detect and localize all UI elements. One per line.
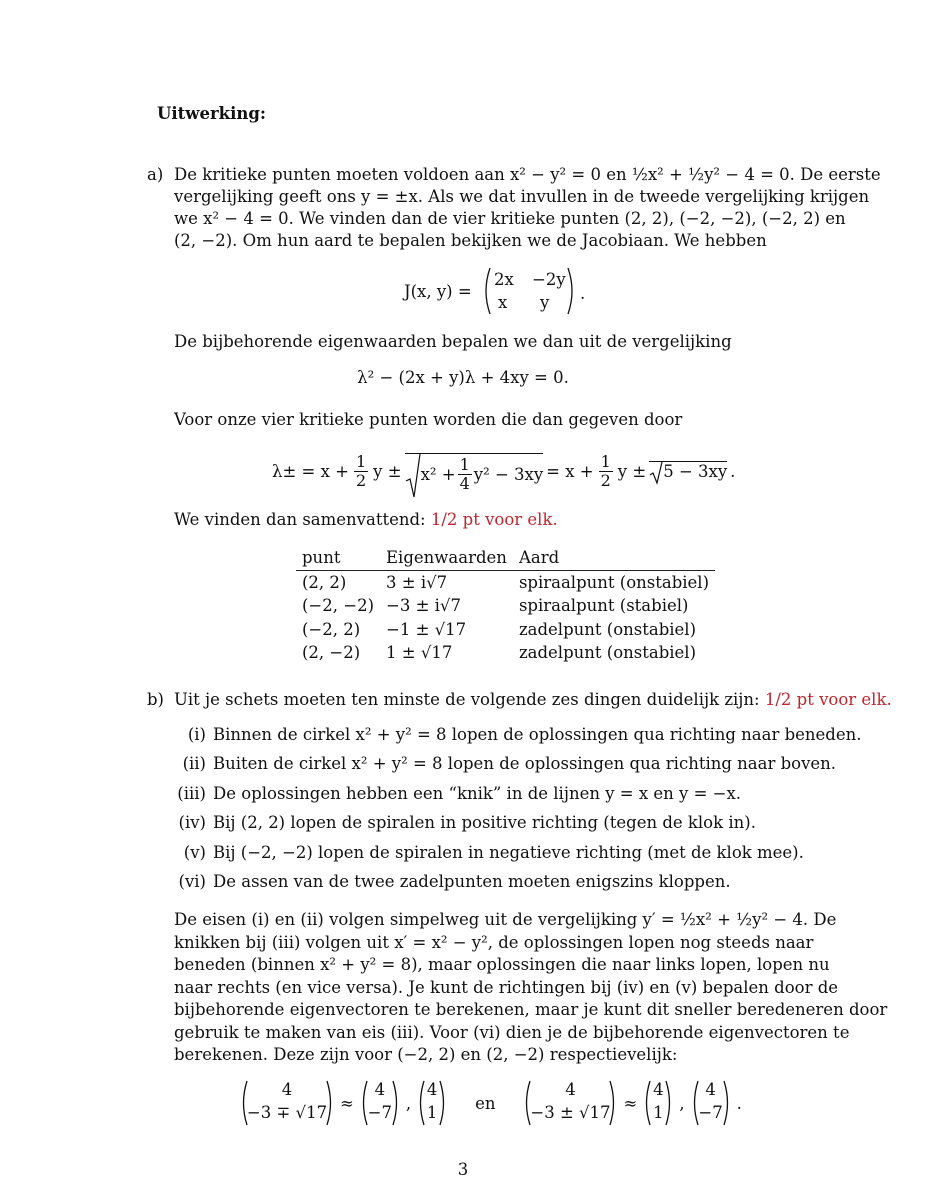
sqrt-radicand-2 (649, 461, 727, 481)
part-b-intro-points: 1/2 pt voor elk. (764, 690, 892, 709)
summary-points: 1/2 pt voor elk. (430, 510, 558, 529)
part-a-para2: De bijbehorende eigenwaarden bepalen we dan uit de vergelijking (174, 332, 732, 351)
table-row (296, 618, 715, 642)
table-cell: zadelpunt (onstabiel) (518, 643, 697, 662)
part-a-para1-line4: (2, −2). Om hun aard te bepalen bekijken we de Jacobiaan. We hebben (174, 231, 767, 250)
vector-1-bottom: −3 ∓ √17 (246, 1103, 328, 1122)
eigenvector-equation (240, 1078, 742, 1128)
vector-2-top: 4 (374, 1080, 386, 1099)
table-cell: (−2, −2) (302, 596, 375, 615)
part-a-para3: Voor onze vier kritieke punten worden die dan gegeven door (174, 410, 683, 429)
part-b-para-line6: gebruik te maken van eis (iii). Voor (vi) dien je de bijbehorende eigenvectoren te (174, 1023, 850, 1042)
jacobian-matrix (482, 266, 576, 316)
jacobian-lhs: J(x, y) = (404, 282, 472, 301)
table-cell: −1 ± √17 (386, 619, 467, 639)
lambda-lhs: λ± = x + (272, 461, 349, 481)
comma: , (679, 1093, 685, 1113)
lambda-end: . (730, 461, 736, 481)
item-text: De oplossingen hebben een “knik” in de lijnen y = x en y = −x. (213, 784, 742, 803)
frac-num: 1 (355, 451, 367, 471)
table-row (296, 570, 715, 594)
vector-5-bottom: 1 (653, 1103, 664, 1122)
table-header-row (296, 546, 715, 570)
comma: , (405, 1093, 412, 1113)
item-label: (v) (183, 843, 206, 862)
sqrt-sign-2 (649, 461, 663, 485)
vector-4 (523, 1079, 617, 1127)
sqrt1-b: y² − 3xy (473, 465, 544, 484)
characteristic-equation: λ² − (2x + y)λ + 4xy = 0. (357, 368, 569, 387)
summary-text: We vinden dan samenvattend: (174, 510, 426, 529)
equation-end: . (736, 1093, 742, 1113)
lambda-formula (272, 446, 735, 496)
frac-den: 2 (600, 470, 611, 490)
sqrt2: 5 − 3xy (663, 462, 728, 481)
approx-sign: ≈ (340, 1093, 354, 1113)
lambda-frac1 (354, 453, 368, 490)
vector-3-bottom: 1 (426, 1103, 438, 1122)
lambda-frac3 (599, 453, 613, 490)
frac-den: 4 (459, 474, 470, 493)
item-text: Binnen de cirkel x² + y² = 8 lopen de oplossingen qua richting naar beneden. (213, 725, 862, 744)
vector-2-bottom: −7 (367, 1103, 392, 1122)
lambda-mid3: y ± (617, 461, 647, 481)
sqrt1-a: x² + (420, 465, 456, 484)
lambda-mid2: = x + (546, 461, 594, 481)
heading: Uitwerking: (157, 104, 266, 123)
vector-3-top: 4 (426, 1080, 438, 1099)
table-header-cell: punt (296, 546, 380, 570)
jacobian-a11: 2x (494, 270, 514, 289)
part-a-para1-line3: we x² − 4 = 0. We vinden dan de vier kritieke punten (2, 2), (−2, −2), (−2, 2) en (174, 209, 846, 228)
item-text: De assen van de twee zadelpunten moeten enigszins kloppen. (213, 872, 731, 891)
part-b-intro-text: Uit je schets moeten ten minste de volgende zes dingen duidelijk zijn: (174, 690, 760, 709)
table-cell: (−2, 2) (302, 619, 361, 639)
table-cell: 3 ± i√7 (386, 572, 448, 592)
table-header-cell: Eigenwaarden (380, 546, 513, 570)
item-text: Buiten de cirkel x² + y² = 8 lopen de oplossingen qua richting naar boven. (213, 754, 837, 773)
part-b-para-line3: beneden (binnen x² + y² = 8), maar oplossingen die naar links lopen, lopen nu (174, 955, 830, 974)
part-a-label: a) (147, 165, 164, 184)
table-cell: zadelpunt (onstabiel) (518, 619, 697, 639)
jacobian-end: . (580, 284, 586, 303)
table-cell: 1 ± √17 (386, 643, 453, 662)
part-b-para-line2: knikken bij (iii) volgen uit x′ = x² − y², de oplossingen lopen nog steeds naar (174, 933, 814, 952)
sqrt-radicand-1 (405, 453, 544, 493)
lambda-mid1: y ± (373, 461, 402, 481)
part-b-intro (174, 688, 892, 711)
part-a-para1-line1: De kritieke punten moeten voldoen aan x² − y² = 0 en ½x² + ½y² − 4 = 0. De eerste (174, 165, 881, 184)
sqrt-sign-1 (405, 453, 421, 499)
table-header-cell: Aard (513, 546, 715, 570)
table-cell: (2, 2) (302, 572, 347, 592)
lambda-frac2 (458, 456, 472, 493)
part-b-para-line7: berekenen. Deze zijn voor (−2, 2) en (2, −2) respectievelijk: (174, 1045, 678, 1064)
vector-6 (691, 1079, 731, 1127)
vector-1-top: 4 (281, 1080, 293, 1099)
jacobian-equation (404, 280, 472, 303)
part-a-para1-line2: vergelijking geeft ons y = ±x. Als we dat invullen in de tweede vergelijking krijgen (174, 187, 870, 206)
vector-6-bottom: −7 (698, 1103, 723, 1122)
vector-5 (643, 1079, 673, 1127)
table-cell: −3 ± i√7 (386, 596, 461, 615)
table-cell: spiraalpunt (onstabiel) (518, 572, 710, 592)
part-b-label: b) (147, 690, 164, 709)
part-b-para-line5: bijbehorende eigenvectoren te berekenen, maar je kunt dit sneller beredeneren door (174, 1000, 888, 1019)
item-label: (vi) (178, 872, 206, 891)
jacobian-a21: x (498, 293, 508, 312)
summary-line (174, 508, 558, 531)
en-word: en (475, 1093, 496, 1113)
table-row (296, 594, 715, 618)
table-row (296, 641, 715, 665)
vector-1 (240, 1079, 334, 1127)
vector-2 (360, 1079, 400, 1127)
part-b-para-line1: De eisen (i) en (ii) volgen simpelweg uit de vergelijking y′ = ½x² + ½y² − 4. De (174, 910, 837, 929)
jacobian-a22: y (540, 293, 550, 312)
part-b-para-line4: naar rechts (en vice versa). Je kunt de richtingen bij (iv) en (v) bepalen door de (174, 978, 839, 997)
table-cell: spiraalpunt (stabiel) (518, 596, 689, 615)
item-text: Bij (2, 2) lopen de spiralen in positive richting (tegen de klok in). (213, 813, 756, 832)
vector-4-bottom: −3 ± √17 (530, 1103, 611, 1122)
vector-3 (417, 1079, 447, 1127)
vector-4-top: 4 (565, 1080, 576, 1099)
item-label: (i) (187, 725, 206, 744)
frac-num: 1 (600, 451, 611, 471)
table-cell: (2, −2) (302, 643, 361, 662)
item-label: (ii) (182, 754, 206, 773)
frac-num: 1 (459, 455, 470, 474)
approx-sign: ≈ (623, 1093, 638, 1113)
vector-6-top: 4 (705, 1080, 716, 1099)
jacobian-a12: −2y (532, 270, 566, 289)
eigenvalue-table (296, 546, 715, 665)
vector-5-top: 4 (653, 1080, 664, 1099)
frac-den: 2 (355, 470, 367, 490)
item-label: (iv) (178, 813, 206, 832)
item-label: (iii) (177, 784, 206, 803)
item-text: Bij (−2, −2) lopen de spiralen in negatieve richting (met de klok mee). (213, 843, 804, 862)
page-number: 3 (457, 1160, 469, 1179)
